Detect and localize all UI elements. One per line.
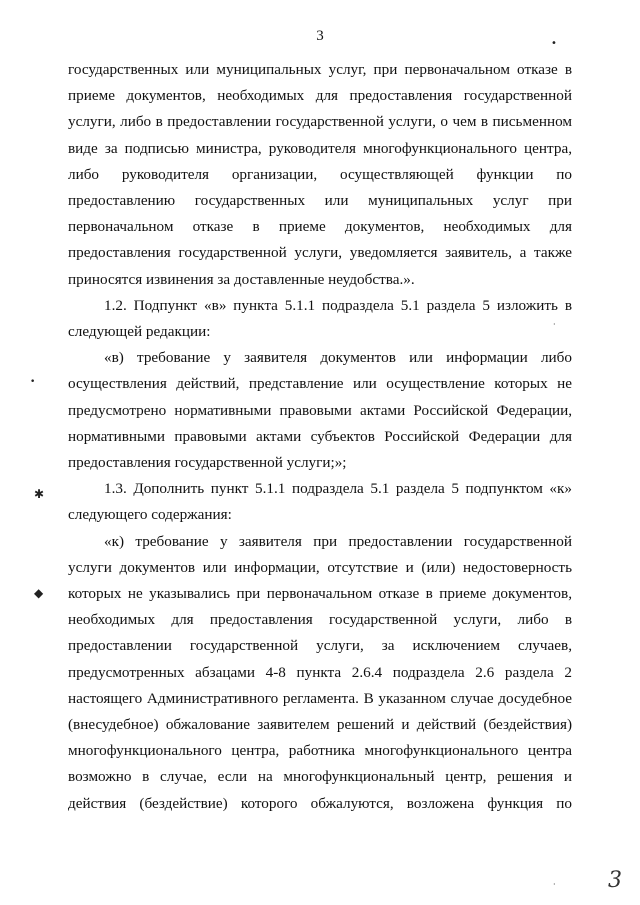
scan-speck: · [553, 320, 556, 329]
page-number: 3 [316, 28, 324, 44]
scan-speck: • [30, 377, 36, 387]
document-body [68, 57, 572, 817]
paragraph-subitem-v: «в) требование у заявителя документов или информации либо осуществления действий, представление или осуществление которых не предусмотрено нормативными правовыми актами Российской Федерации, нормативными правовыми актами субъектов Российской Федерации для предоставления государственной услуги;»; [68, 349, 572, 472]
handwritten-page-mark: 3 [608, 868, 622, 893]
scan-speck: ◆ [34, 586, 44, 600]
scan-speck: ✱ [34, 487, 45, 501]
paragraph-item-1-3: 1.3. Дополнить пункт 5.1.1 подраздела 5.1 раздела 5 подпунктом «к» следующего содержания: [68, 480, 572, 524]
paragraph-continuation: государственных или муниципальных услуг, при первоначальном отказе в приеме документов, необходимых для предоставления государственной услуги, либо в предоставлении государственной услуги, о чем в письменном виде за подписью министра, руководителя многофункционального центра, либо руководителя организации, осуществляющей функции по предоставлению государственных или муниципальных услуг при первоначальном отказе в приеме документов, необходимых для предоставления государственной услуги, уведомляется заявитель, а также приносятся извинения за доставленные неудобства.». [68, 61, 572, 288]
paragraph-item-1-2: 1.2. Подпункт «в» пункта 5.1.1 подраздела 5.1 раздела 5 изложить в следующей редакции: [68, 296, 572, 341]
scan-speck: • [551, 38, 557, 49]
paragraph-subitem-k: «к) требование у заявителя при предоставлении государственной услуги документов или информации, отсутствие и (или) недостоверность которых не указывались при первоначальном отказе в приеме документов, необходимых для предоставления государственной услуги, либо в предоставлении государственной услуги, за исключением случаев, предусмотренных абзацами 4-8 пункта 2.6.4 подраздела 2.6 раздела 2 настоящего Административного регламента. В указанном случае досудебное (внесудебное) обжалование заявителем решений и действий (бездействия) многофункционального центра, работника многофункционального центра возможно в случае, если на многофункциональный центр, решения и действия (бездействие) которого обжалуются, возложена функция по [68, 532, 572, 812]
scan-speck: · [553, 880, 556, 889]
